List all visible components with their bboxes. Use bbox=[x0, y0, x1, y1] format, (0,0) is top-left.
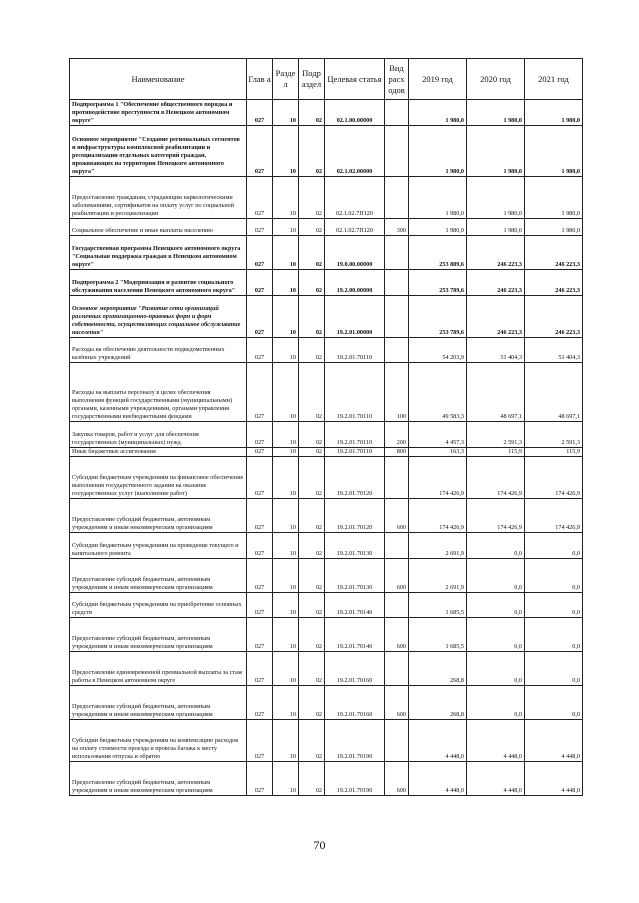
cell-podrazdel: 02 bbox=[299, 618, 325, 652]
cell-target: 19.2.01.70120 bbox=[325, 499, 385, 533]
cell-2019: 54 203,9 bbox=[409, 338, 467, 363]
cell-razdel: 10 bbox=[273, 422, 299, 448]
cell-target: 19.2.01.70140 bbox=[325, 618, 385, 652]
cell-razdel: 10 bbox=[273, 219, 299, 236]
cell-target: 19.2.01.70110 bbox=[325, 448, 385, 457]
cell-vid: 300 bbox=[385, 219, 409, 236]
cell-2021: 1 980,0 bbox=[525, 219, 583, 236]
cell-vid bbox=[385, 100, 409, 126]
cell-podrazdel: 02 bbox=[299, 100, 325, 126]
cell-name: Расходы на обеспечение деятельности подведомственных казённых учреждений bbox=[70, 338, 247, 363]
cell-name: Предоставление субсидий бюджетным, автономным учреждениям и иным некоммерческим организациям bbox=[70, 762, 247, 796]
cell-razdel: 10 bbox=[273, 652, 299, 686]
cell-2020: 0,0 bbox=[467, 593, 525, 618]
cell-2019: 1 980,0 bbox=[409, 177, 467, 219]
cell-vid: 100 bbox=[385, 363, 409, 422]
cell-2021: 174 426,9 bbox=[525, 457, 583, 499]
cell-name: Предоставление субсидий бюджетным, автономным учреждениям и иным некоммерческим организациям bbox=[70, 618, 247, 652]
header-podrazdel: Подр аздел bbox=[299, 59, 325, 100]
cell-vid bbox=[385, 593, 409, 618]
cell-2021: 0,0 bbox=[525, 593, 583, 618]
cell-podrazdel: 02 bbox=[299, 338, 325, 363]
cell-2019: 49 583,3 bbox=[409, 363, 467, 422]
cell-2020: 174 426,9 bbox=[467, 499, 525, 533]
cell-podrazdel: 02 bbox=[299, 363, 325, 422]
cell-glava: 027 bbox=[247, 652, 273, 686]
cell-razdel: 10 bbox=[273, 236, 299, 270]
cell-2019: 1 980,0 bbox=[409, 219, 467, 236]
cell-2019: 4 448,0 bbox=[409, 762, 467, 796]
table-row bbox=[70, 618, 583, 652]
cell-2021: 246 223,3 bbox=[525, 270, 583, 296]
cell-name: Закупка товаров, работ и услуг для обеспечения государственных (муниципальных) нужд bbox=[70, 422, 247, 448]
header-vid: Вид расх одов bbox=[385, 59, 409, 100]
cell-podrazdel: 02 bbox=[299, 422, 325, 448]
cell-razdel: 10 bbox=[273, 457, 299, 499]
header-2020: 2020 год bbox=[467, 59, 525, 100]
table-row bbox=[70, 422, 583, 448]
table-row bbox=[70, 593, 583, 618]
table-row bbox=[70, 652, 583, 686]
table-row bbox=[70, 533, 583, 559]
cell-razdel: 10 bbox=[273, 296, 299, 338]
cell-2021: 2 591,3 bbox=[525, 422, 583, 448]
cell-name: Подпрограмма 2 "Модернизация и развитие социального обслуживания населения Ненецкого автономного округа" bbox=[70, 270, 247, 296]
cell-podrazdel: 02 bbox=[299, 270, 325, 296]
cell-target: 19.2.01.70130 bbox=[325, 533, 385, 559]
cell-2020: 1 980,0 bbox=[467, 126, 525, 177]
cell-2021: 48 697,1 bbox=[525, 363, 583, 422]
cell-name: Субсидии бюджетным учреждениям на компенсацию расходов на оплату стоимости проезда и провоза багажа к месту использования отпуска и обратно bbox=[70, 720, 247, 762]
cell-2021: 0,0 bbox=[525, 652, 583, 686]
cell-razdel: 10 bbox=[273, 533, 299, 559]
cell-glava: 027 bbox=[247, 499, 273, 533]
cell-target: 19.2.01.00000 bbox=[325, 296, 385, 338]
cell-glava: 027 bbox=[247, 559, 273, 593]
table-row bbox=[70, 338, 583, 363]
cell-glava: 027 bbox=[247, 270, 273, 296]
cell-2019: 2 691,9 bbox=[409, 559, 467, 593]
document-page bbox=[69, 58, 582, 796]
cell-podrazdel: 02 bbox=[299, 457, 325, 499]
cell-vid bbox=[385, 533, 409, 559]
header-target: Целевая статья bbox=[325, 59, 385, 100]
header-2019: 2019 год bbox=[409, 59, 467, 100]
cell-2020: 1 980,0 bbox=[467, 219, 525, 236]
cell-glava: 027 bbox=[247, 762, 273, 796]
cell-2020: 0,0 bbox=[467, 618, 525, 652]
cell-2019: 1 685,5 bbox=[409, 593, 467, 618]
table-row bbox=[70, 762, 583, 796]
cell-2019: 2 691,9 bbox=[409, 533, 467, 559]
cell-2019: 1 980,0 bbox=[409, 100, 467, 126]
cell-2020: 0,0 bbox=[467, 652, 525, 686]
table-row bbox=[70, 499, 583, 533]
cell-razdel: 10 bbox=[273, 363, 299, 422]
cell-vid bbox=[385, 296, 409, 338]
cell-2019: 174 426,9 bbox=[409, 457, 467, 499]
cell-name: Предоставление гражданам, страдающим наркологическими заболеваниями, сертификатов на оплату услуг по социальной реабилитации и ресоциализации bbox=[70, 177, 247, 219]
table-row bbox=[70, 720, 583, 762]
cell-glava: 027 bbox=[247, 533, 273, 559]
table-row bbox=[70, 236, 583, 270]
cell-vid bbox=[385, 457, 409, 499]
cell-target: 19.2.01.70190 bbox=[325, 762, 385, 796]
table-row bbox=[70, 296, 583, 338]
cell-glava: 027 bbox=[247, 100, 273, 126]
cell-glava: 027 bbox=[247, 720, 273, 762]
cell-podrazdel: 02 bbox=[299, 219, 325, 236]
cell-vid: 600 bbox=[385, 762, 409, 796]
cell-name: Подпрограмма 1 "Обеспечение общественного порядка и противодействие преступности в Ненецком автономном округе" bbox=[70, 100, 247, 126]
cell-target: 02.1.02.7П120 bbox=[325, 177, 385, 219]
cell-2019: 163,3 bbox=[409, 448, 467, 457]
cell-target: 19.2.01.70190 bbox=[325, 720, 385, 762]
cell-2021: 51 404,3 bbox=[525, 338, 583, 363]
table-row bbox=[70, 126, 583, 177]
cell-podrazdel: 02 bbox=[299, 126, 325, 177]
cell-target: 02.1.02.00000 bbox=[325, 126, 385, 177]
cell-2020: 115,9 bbox=[467, 448, 525, 457]
cell-2021: 1 980,0 bbox=[525, 177, 583, 219]
cell-2020: 246 223,3 bbox=[467, 236, 525, 270]
cell-razdel: 10 bbox=[273, 762, 299, 796]
cell-name: Расходы на выплаты персоналу в целях обеспечения выполнения функций государственными (муниципальными) органами, казенными учреждениями, органами управления государственными внебюджетными фондами bbox=[70, 363, 247, 422]
cell-2019: 268,8 bbox=[409, 652, 467, 686]
cell-glava: 027 bbox=[247, 296, 273, 338]
table-row bbox=[70, 177, 583, 219]
cell-vid bbox=[385, 236, 409, 270]
cell-podrazdel: 02 bbox=[299, 686, 325, 720]
header-razdel: Разде л bbox=[273, 59, 299, 100]
cell-vid bbox=[385, 720, 409, 762]
table-row bbox=[70, 270, 583, 296]
cell-target: 02.1.00.00000 bbox=[325, 100, 385, 126]
cell-2021: 115,9 bbox=[525, 448, 583, 457]
cell-podrazdel: 02 bbox=[299, 652, 325, 686]
cell-2019: 174 426,9 bbox=[409, 499, 467, 533]
table-row bbox=[70, 457, 583, 499]
cell-podrazdel: 02 bbox=[299, 720, 325, 762]
cell-name: Субсидии бюджетным учреждениям на проведение текущего и капитального ремонта bbox=[70, 533, 247, 559]
table-row bbox=[70, 100, 583, 126]
cell-podrazdel: 02 bbox=[299, 236, 325, 270]
cell-name: Субсидии бюджетным учреждениям на приобретение основных средств bbox=[70, 593, 247, 618]
cell-razdel: 10 bbox=[273, 177, 299, 219]
cell-razdel: 10 bbox=[273, 618, 299, 652]
cell-2020: 0,0 bbox=[467, 533, 525, 559]
cell-glava: 027 bbox=[247, 448, 273, 457]
cell-2021: 246 223,3 bbox=[525, 236, 583, 270]
cell-2020: 4 448,0 bbox=[467, 762, 525, 796]
cell-2020: 174 426,9 bbox=[467, 457, 525, 499]
cell-2020: 0,0 bbox=[467, 559, 525, 593]
cell-glava: 027 bbox=[247, 363, 273, 422]
cell-name: Предоставление субсидий бюджетным, автономным учреждениям и иным некоммерческим организациям bbox=[70, 686, 247, 720]
cell-razdel: 10 bbox=[273, 270, 299, 296]
cell-glava: 027 bbox=[247, 236, 273, 270]
cell-vid: 600 bbox=[385, 686, 409, 720]
table-row bbox=[70, 363, 583, 422]
table-header-row bbox=[70, 59, 583, 100]
cell-vid: 600 bbox=[385, 618, 409, 652]
cell-podrazdel: 02 bbox=[299, 559, 325, 593]
cell-target: 19.2.01.70160 bbox=[325, 686, 385, 720]
cell-2020: 0,0 bbox=[467, 686, 525, 720]
cell-podrazdel: 02 bbox=[299, 762, 325, 796]
cell-vid bbox=[385, 270, 409, 296]
cell-vid: 600 bbox=[385, 499, 409, 533]
cell-name: Иные бюджетные ассигнования bbox=[70, 448, 247, 457]
cell-name: Предоставление субсидий бюджетным, автономным учреждениям и иным некоммерческим организациям bbox=[70, 559, 247, 593]
cell-target: 19.2.01.70130 bbox=[325, 559, 385, 593]
cell-razdel: 10 bbox=[273, 720, 299, 762]
cell-vid bbox=[385, 338, 409, 363]
page-number: 70 bbox=[313, 838, 326, 852]
cell-2021: 4 448,0 bbox=[525, 762, 583, 796]
cell-glava: 027 bbox=[247, 686, 273, 720]
cell-2019: 268,8 bbox=[409, 686, 467, 720]
cell-2019: 1 980,0 bbox=[409, 126, 467, 177]
cell-2021: 174 426,9 bbox=[525, 499, 583, 533]
cell-2021: 1 980,0 bbox=[525, 100, 583, 126]
cell-razdel: 10 bbox=[273, 100, 299, 126]
cell-2021: 1 980,0 bbox=[525, 126, 583, 177]
cell-glava: 027 bbox=[247, 177, 273, 219]
cell-name: Социальное обеспечение и иные выплаты населению bbox=[70, 219, 247, 236]
cell-target: 19.2.01.70110 bbox=[325, 422, 385, 448]
cell-vid: 200 bbox=[385, 422, 409, 448]
cell-2019: 4 448,0 bbox=[409, 720, 467, 762]
header-name: Наименование bbox=[70, 59, 247, 100]
cell-2019: 4 457,3 bbox=[409, 422, 467, 448]
cell-razdel: 10 bbox=[273, 126, 299, 177]
table-row bbox=[70, 686, 583, 720]
cell-2020: 246 223,3 bbox=[467, 270, 525, 296]
cell-target: 02.1.02.7П120 bbox=[325, 219, 385, 236]
cell-podrazdel: 02 bbox=[299, 177, 325, 219]
cell-razdel: 10 bbox=[273, 448, 299, 457]
cell-2019: 253 789,6 bbox=[409, 270, 467, 296]
cell-target: 19.2.01.70110 bbox=[325, 338, 385, 363]
cell-vid: 800 bbox=[385, 448, 409, 457]
cell-2021: 0,0 bbox=[525, 618, 583, 652]
cell-target: 19.2.01.70110 bbox=[325, 363, 385, 422]
cell-glava: 027 bbox=[247, 338, 273, 363]
cell-vid: 600 bbox=[385, 559, 409, 593]
cell-podrazdel: 02 bbox=[299, 499, 325, 533]
cell-target: 19.2.01.70140 bbox=[325, 593, 385, 618]
cell-2020: 246 223,3 bbox=[467, 296, 525, 338]
cell-name: Основное мероприятие "Создание региональных сегментов и инфраструктуры комплексной реабилитации и ресоциализации отдельных категорий граждан, проживающих на территории Ненецкого автономного округа" bbox=[70, 126, 247, 177]
cell-2021: 0,0 bbox=[525, 686, 583, 720]
table-body bbox=[70, 100, 583, 796]
cell-2021: 246 223,3 bbox=[525, 296, 583, 338]
cell-2021: 4 448,0 bbox=[525, 720, 583, 762]
cell-2020: 51 404,3 bbox=[467, 338, 525, 363]
cell-target: 19.2.01.70160 bbox=[325, 652, 385, 686]
cell-name: Субсидии бюджетным учреждениям на финансовое обеспечение выполнения государственного задания на оказание государственных услуг (выполнение работ) bbox=[70, 457, 247, 499]
cell-target: 19.2.01.70120 bbox=[325, 457, 385, 499]
cell-glava: 027 bbox=[247, 593, 273, 618]
cell-name: Основное мероприятие "Развитие сети организаций различных организационно-правовых форм и форм собственности, осуществляющих социальное обслуживание населения" bbox=[70, 296, 247, 338]
cell-vid bbox=[385, 652, 409, 686]
cell-glava: 027 bbox=[247, 219, 273, 236]
cell-razdel: 10 bbox=[273, 559, 299, 593]
cell-2019: 253 889,6 bbox=[409, 236, 467, 270]
table-row bbox=[70, 559, 583, 593]
cell-2019: 1 685,5 bbox=[409, 618, 467, 652]
cell-name: Предоставление субсидий бюджетным, автономным учреждениям и иным некоммерческим организациям bbox=[70, 499, 247, 533]
cell-2021: 0,0 bbox=[525, 533, 583, 559]
budget-table bbox=[69, 58, 583, 796]
cell-podrazdel: 02 bbox=[299, 533, 325, 559]
cell-vid bbox=[385, 177, 409, 219]
cell-name: Государственная программа Ненецкого автономного округа "Социальная поддержка граждан в Ненецком автономном округе" bbox=[70, 236, 247, 270]
cell-podrazdel: 02 bbox=[299, 448, 325, 457]
cell-2020: 1 980,0 bbox=[467, 177, 525, 219]
cell-2019: 253 789,6 bbox=[409, 296, 467, 338]
cell-glava: 027 bbox=[247, 126, 273, 177]
cell-razdel: 10 bbox=[273, 686, 299, 720]
header-glava: Глав а bbox=[247, 59, 273, 100]
table-row bbox=[70, 219, 583, 236]
cell-razdel: 10 bbox=[273, 338, 299, 363]
cell-name: Предоставление единовременной премиальной выплаты за стаж работы в Ненецком автономном округе bbox=[70, 652, 247, 686]
cell-vid bbox=[385, 126, 409, 177]
cell-2020: 1 980,0 bbox=[467, 100, 525, 126]
cell-target: 19.0.00.00000 bbox=[325, 236, 385, 270]
cell-podrazdel: 02 bbox=[299, 593, 325, 618]
cell-2021: 0,0 bbox=[525, 559, 583, 593]
cell-razdel: 10 bbox=[273, 593, 299, 618]
cell-razdel: 10 bbox=[273, 499, 299, 533]
cell-2020: 2 591,3 bbox=[467, 422, 525, 448]
cell-glava: 027 bbox=[247, 618, 273, 652]
cell-2020: 4 448,0 bbox=[467, 720, 525, 762]
header-2021: 2021 год bbox=[525, 59, 583, 100]
cell-glava: 027 bbox=[247, 422, 273, 448]
cell-target: 19.2.00.00000 bbox=[325, 270, 385, 296]
table-row bbox=[70, 448, 583, 457]
cell-2020: 48 697,1 bbox=[467, 363, 525, 422]
cell-glava: 027 bbox=[247, 457, 273, 499]
cell-podrazdel: 02 bbox=[299, 296, 325, 338]
